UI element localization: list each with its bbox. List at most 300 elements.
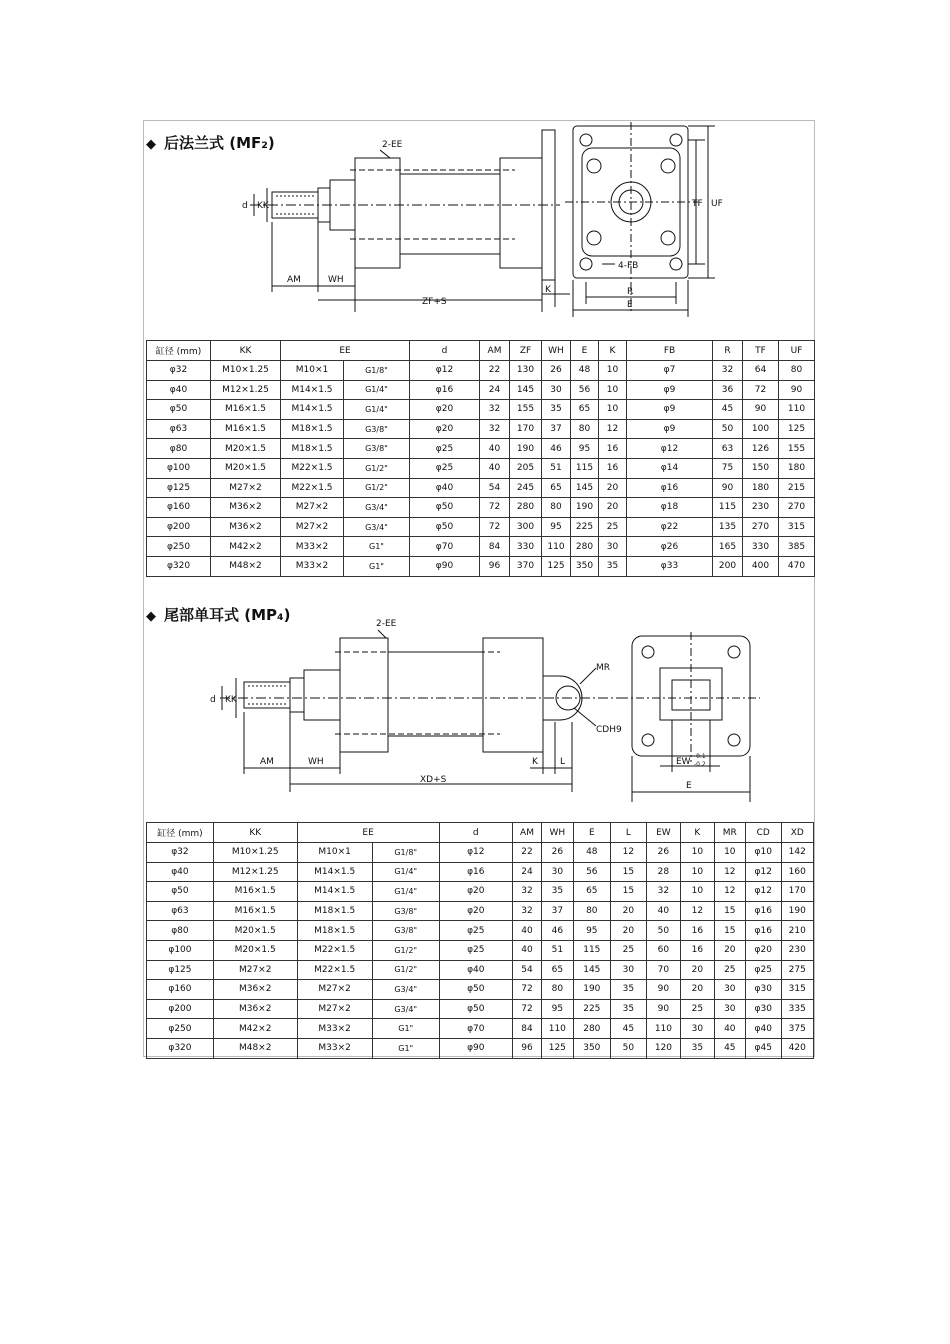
table-cell: 75 — [713, 458, 743, 478]
table-cell: 370 — [510, 556, 542, 576]
table-cell: 375 — [781, 1019, 814, 1039]
table-cell: 230 — [781, 940, 814, 960]
table-cell: 95 — [573, 921, 611, 941]
table-cell: φ20 — [410, 400, 480, 420]
table-cell: φ25 — [745, 960, 781, 980]
table-cell: 50 — [646, 921, 681, 941]
table-cell: 10 — [599, 361, 627, 381]
table-row — [147, 517, 815, 537]
table-cell: 20 — [681, 980, 714, 1000]
header-cell: EE — [297, 823, 439, 843]
table-cell: 32 — [512, 882, 541, 902]
table-cell: φ45 — [745, 1038, 781, 1058]
table-cell: 40 — [512, 940, 541, 960]
table-cell: 40 — [512, 921, 541, 941]
table-cell: 125 — [542, 1038, 573, 1058]
table-cell: 80 — [542, 980, 573, 1000]
header-cell: KK — [213, 823, 297, 843]
table-cell: 90 — [646, 980, 681, 1000]
table-cell: M14×1.5 — [281, 380, 344, 400]
table-cell: φ12 — [410, 361, 480, 381]
table-cell: M22×1.5 — [297, 940, 372, 960]
table-cell: φ70 — [410, 537, 480, 557]
table-cell: 30 — [542, 862, 573, 882]
table-cell: φ160 — [147, 498, 211, 518]
header-cell: WH — [542, 341, 571, 361]
table-cell: 270 — [779, 498, 815, 518]
table-cell: 90 — [743, 400, 779, 420]
table-cell: 15 — [611, 882, 647, 902]
table-cell: φ70 — [439, 1019, 512, 1039]
table-cell: M48×2 — [213, 1038, 297, 1058]
table-cell: φ100 — [147, 458, 211, 478]
table-cell: 45 — [714, 1038, 745, 1058]
table-cell: φ16 — [410, 380, 480, 400]
table-cell: 180 — [743, 478, 779, 498]
table-cell: 72 — [512, 999, 541, 1019]
header-cell: UF — [779, 341, 815, 361]
table-cell: 22 — [512, 843, 541, 863]
table-cell: M33×2 — [297, 1019, 372, 1039]
table-cell: M14×1.5 — [281, 400, 344, 420]
table-cell: M42×2 — [213, 1019, 297, 1039]
table-cell: M27×2 — [211, 478, 281, 498]
table-cell: 120 — [646, 1038, 681, 1058]
table-cell: M16×1.5 — [213, 882, 297, 902]
table-cell: φ90 — [439, 1038, 512, 1058]
table-cell: 26 — [542, 843, 573, 863]
table-cell: 16 — [681, 921, 714, 941]
table-cell: 420 — [781, 1038, 814, 1058]
table-cell: 70 — [646, 960, 681, 980]
mf2-label-fb: 4-FB — [618, 261, 639, 271]
table-cell: φ40 — [439, 960, 512, 980]
table-cell: φ26 — [627, 537, 713, 557]
table-cell: 40 — [480, 458, 510, 478]
table-cell: 225 — [573, 999, 611, 1019]
mf2-title: 后法兰式 (MF₂) — [164, 134, 275, 152]
table-cell: φ40 — [147, 862, 214, 882]
header-cell: CD — [745, 823, 781, 843]
mf2-label-k: K — [545, 285, 551, 295]
table-cell: 16 — [599, 439, 627, 459]
table-cell: 80 — [779, 361, 815, 381]
table-cell: M18×1.5 — [297, 921, 372, 941]
header-cell: KK — [211, 341, 281, 361]
header-cell: R — [713, 341, 743, 361]
table-cell: 30 — [714, 999, 745, 1019]
table-cell: M10×1.25 — [211, 361, 281, 381]
table-cell: 72 — [512, 980, 541, 1000]
table-cell: 26 — [646, 843, 681, 863]
table-cell: φ16 — [745, 901, 781, 921]
mf2-spec-table — [146, 340, 815, 577]
table-cell: 100 — [743, 419, 779, 439]
table-cell: 12 — [599, 419, 627, 439]
table-cell: φ80 — [147, 439, 211, 459]
table-cell: 60 — [646, 940, 681, 960]
table-cell: 115 — [571, 458, 599, 478]
table-cell: 51 — [542, 940, 573, 960]
table-cell: G1/2" — [344, 458, 410, 478]
table-cell: φ12 — [745, 882, 781, 902]
header-cell: L — [611, 823, 647, 843]
table-cell: G1/4" — [344, 400, 410, 420]
table-cell: 64 — [743, 361, 779, 381]
table-cell: G1/8" — [344, 361, 410, 381]
table-cell: 115 — [713, 498, 743, 518]
table-cell: M27×2 — [297, 999, 372, 1019]
table-cell: φ90 — [410, 556, 480, 576]
table-cell: M33×2 — [281, 556, 344, 576]
table-cell: 126 — [743, 439, 779, 459]
table-cell: 225 — [571, 517, 599, 537]
table-cell: φ32 — [147, 843, 214, 863]
table-cell: M36×2 — [211, 498, 281, 518]
header-cell: WH — [542, 823, 573, 843]
table-cell: 145 — [510, 380, 542, 400]
table-cell: G1" — [372, 1038, 439, 1058]
table-cell: 30 — [714, 980, 745, 1000]
table-cell: φ16 — [439, 862, 512, 882]
table-cell: M16×1.5 — [211, 419, 281, 439]
table-cell: 190 — [571, 498, 599, 518]
header-cell: XD — [781, 823, 814, 843]
table-cell: 230 — [743, 498, 779, 518]
table-cell: G3/8" — [344, 419, 410, 439]
table-cell: 65 — [573, 882, 611, 902]
table-cell: 84 — [512, 1019, 541, 1039]
table-cell: φ18 — [627, 498, 713, 518]
table-cell: 280 — [573, 1019, 611, 1039]
table-cell: 190 — [781, 901, 814, 921]
table-cell: φ20 — [439, 901, 512, 921]
table-cell: M22×1.5 — [281, 478, 344, 498]
table-cell: φ25 — [410, 439, 480, 459]
header-cell: 缸径 (mm) — [147, 823, 214, 843]
table-cell: 15 — [714, 901, 745, 921]
table-cell: φ50 — [410, 517, 480, 537]
table-cell: 16 — [599, 458, 627, 478]
table-cell: φ25 — [439, 921, 512, 941]
header-cell: EW — [646, 823, 681, 843]
table-cell: G1" — [344, 537, 410, 557]
table-cell: 215 — [779, 478, 815, 498]
table-cell: φ50 — [147, 882, 214, 902]
table-cell: φ20 — [745, 940, 781, 960]
table-cell: 30 — [599, 537, 627, 557]
table-cell: M27×2 — [281, 517, 344, 537]
header-cell: TF — [743, 341, 779, 361]
table-cell: φ40 — [147, 380, 211, 400]
table-cell: 51 — [542, 458, 571, 478]
mf2-label-zf: ZF+S — [422, 297, 447, 307]
table-cell: 25 — [611, 940, 647, 960]
mf2-label-ee: 2-EE — [382, 140, 403, 150]
table-cell: φ32 — [147, 361, 211, 381]
table-cell: 48 — [571, 361, 599, 381]
table-cell: φ63 — [147, 419, 211, 439]
table-cell: φ125 — [147, 478, 211, 498]
header-cell: AM — [512, 823, 541, 843]
table-cell: φ125 — [147, 960, 214, 980]
table-row — [147, 498, 815, 518]
table-cell: M33×2 — [281, 537, 344, 557]
mp4-title: 尾部单耳式 (MP₄) — [164, 606, 291, 624]
table-cell: 20 — [611, 901, 647, 921]
table-cell: φ33 — [627, 556, 713, 576]
table-cell: 37 — [542, 901, 573, 921]
mp4-label-mr: MR — [596, 663, 611, 673]
table-cell: G3/8" — [372, 901, 439, 921]
table-row — [147, 400, 815, 420]
table-cell: φ200 — [147, 517, 211, 537]
mp4-label-xd: XD+S — [420, 775, 447, 785]
table-cell: 280 — [510, 498, 542, 518]
table-cell: φ7 — [627, 361, 713, 381]
table-cell: M20×1.5 — [213, 940, 297, 960]
table-cell: 30 — [542, 380, 571, 400]
table-cell: 275 — [781, 960, 814, 980]
table-cell: 54 — [480, 478, 510, 498]
table-row — [147, 458, 815, 478]
table-cell: 80 — [571, 419, 599, 439]
table-cell: M27×2 — [213, 960, 297, 980]
table-cell: 35 — [542, 400, 571, 420]
table-cell: 30 — [681, 1019, 714, 1039]
table-cell: 130 — [510, 361, 542, 381]
table-cell: 24 — [480, 380, 510, 400]
table-cell: 48 — [573, 843, 611, 863]
header-cell: AM — [480, 341, 510, 361]
table-cell: φ12 — [745, 862, 781, 882]
table-cell: 180 — [779, 458, 815, 478]
table-cell: 330 — [743, 537, 779, 557]
table-cell: 65 — [542, 960, 573, 980]
table-cell: G1" — [372, 1019, 439, 1039]
table-cell: φ25 — [439, 940, 512, 960]
mp4-table-body — [147, 843, 814, 1059]
table-cell: 385 — [779, 537, 815, 557]
table-cell: M14×1.5 — [297, 882, 372, 902]
table-cell: 90 — [779, 380, 815, 400]
table-cell: 115 — [573, 940, 611, 960]
table-cell: 72 — [743, 380, 779, 400]
table-cell: 40 — [714, 1019, 745, 1039]
mp4-label-wh: WH — [308, 757, 324, 767]
table-cell: 30 — [611, 960, 647, 980]
table-cell: 10 — [681, 882, 714, 902]
table-cell: M12×1.25 — [211, 380, 281, 400]
table-cell: M10×1 — [297, 843, 372, 863]
table-cell: M10×1 — [281, 361, 344, 381]
table-cell: 12 — [714, 882, 745, 902]
mp4-label-ew-tol-lower: -0.2 — [694, 761, 706, 768]
mp4-drawing — [200, 612, 760, 807]
header-cell: d — [439, 823, 512, 843]
mp4-label-l: L — [560, 757, 566, 767]
table-cell: 25 — [681, 999, 714, 1019]
table-cell: φ63 — [147, 901, 214, 921]
table-cell: 245 — [510, 478, 542, 498]
mp4-label-cd: CDH9 — [596, 725, 622, 735]
table-row — [147, 537, 815, 557]
table-cell: 35 — [542, 882, 573, 902]
table-row — [147, 921, 814, 941]
mp4-header-row — [147, 823, 814, 843]
table-cell: 315 — [779, 517, 815, 537]
table-cell: 280 — [571, 537, 599, 557]
table-cell: 125 — [779, 419, 815, 439]
table-cell: M16×1.5 — [211, 400, 281, 420]
table-cell: 142 — [781, 843, 814, 863]
table-cell: 46 — [542, 921, 573, 941]
table-cell: 65 — [571, 400, 599, 420]
header-cell: K — [681, 823, 714, 843]
table-cell: φ20 — [439, 882, 512, 902]
table-cell: φ320 — [147, 1038, 214, 1058]
mp4-label-e: E — [686, 781, 692, 791]
table-cell: 24 — [512, 862, 541, 882]
table-cell: 10 — [714, 843, 745, 863]
mf2-label-e: E — [627, 300, 633, 310]
table-cell: 160 — [781, 862, 814, 882]
table-cell: 145 — [573, 960, 611, 980]
table-cell: φ16 — [745, 921, 781, 941]
table-cell: 50 — [713, 419, 743, 439]
table-cell: φ9 — [627, 419, 713, 439]
table-row — [147, 999, 814, 1019]
table-cell: 32 — [480, 400, 510, 420]
table-cell: 110 — [646, 1019, 681, 1039]
mp4-label-kk: KK — [225, 695, 237, 705]
table-cell: 20 — [599, 498, 627, 518]
table-row — [147, 960, 814, 980]
table-cell: 10 — [599, 380, 627, 400]
table-cell: 90 — [713, 478, 743, 498]
mf2-label-kk: KK — [257, 201, 269, 211]
mp4-label-k: K — [532, 757, 538, 767]
table-cell: 54 — [512, 960, 541, 980]
table-cell: 95 — [542, 999, 573, 1019]
table-cell: G1/2" — [344, 478, 410, 498]
table-row — [147, 862, 814, 882]
table-cell: 56 — [571, 380, 599, 400]
table-cell: 80 — [573, 901, 611, 921]
table-cell: 63 — [713, 439, 743, 459]
table-row — [147, 901, 814, 921]
header-cell: E — [571, 341, 599, 361]
mp4-label-am: AM — [260, 757, 274, 767]
header-cell: K — [599, 341, 627, 361]
table-row — [147, 439, 815, 459]
table-row — [147, 361, 815, 381]
mp4-spec-table — [146, 822, 814, 1059]
table-cell: 10 — [599, 400, 627, 420]
table-cell: 170 — [781, 882, 814, 902]
table-cell: 35 — [611, 980, 647, 1000]
table-cell: 20 — [681, 960, 714, 980]
diamond-bullet-icon: ◆ — [146, 609, 156, 624]
table-cell: φ250 — [147, 537, 211, 557]
table-cell: 470 — [779, 556, 815, 576]
table-cell: φ320 — [147, 556, 211, 576]
table-cell: 110 — [779, 400, 815, 420]
table-cell: 65 — [542, 478, 571, 498]
table-cell: M12×1.25 — [213, 862, 297, 882]
mf2-header-row — [147, 341, 815, 361]
table-cell: 300 — [510, 517, 542, 537]
table-cell: 36 — [713, 380, 743, 400]
table-cell: 96 — [512, 1038, 541, 1058]
table-cell: φ40 — [410, 478, 480, 498]
table-cell: φ22 — [627, 517, 713, 537]
table-cell: 35 — [681, 1038, 714, 1058]
table-cell: φ160 — [147, 980, 214, 1000]
table-cell: 84 — [480, 537, 510, 557]
table-cell: M42×2 — [211, 537, 281, 557]
table-cell: 350 — [573, 1038, 611, 1058]
table-cell: 190 — [573, 980, 611, 1000]
table-cell: M20×1.5 — [211, 458, 281, 478]
table-row — [147, 380, 815, 400]
table-cell: M20×1.5 — [211, 439, 281, 459]
table-cell: 25 — [599, 517, 627, 537]
table-cell: M16×1.5 — [213, 901, 297, 921]
table-cell: 90 — [646, 999, 681, 1019]
header-cell: ZF — [510, 341, 542, 361]
table-cell: φ16 — [627, 478, 713, 498]
table-cell: G3/4" — [372, 999, 439, 1019]
table-cell: M36×2 — [213, 980, 297, 1000]
table-cell: 12 — [611, 843, 647, 863]
mf2-drawing — [230, 122, 730, 327]
table-cell: G3/4" — [344, 517, 410, 537]
table-cell: 25 — [714, 960, 745, 980]
mf2-label-uf: UF — [711, 199, 723, 209]
table-cell: M10×1.25 — [213, 843, 297, 863]
table-cell: 26 — [542, 361, 571, 381]
table-cell: φ80 — [147, 921, 214, 941]
table-cell: G1/8" — [372, 843, 439, 863]
table-cell: M18×1.5 — [297, 901, 372, 921]
table-cell: 95 — [542, 517, 571, 537]
header-cell: FB — [627, 341, 713, 361]
table-cell: 96 — [480, 556, 510, 576]
table-cell: 150 — [743, 458, 779, 478]
mf2-table-body — [147, 361, 815, 577]
table-cell: 50 — [611, 1038, 647, 1058]
table-cell: 170 — [510, 419, 542, 439]
header-cell: EE — [281, 341, 410, 361]
table-cell: 16 — [681, 940, 714, 960]
table-cell: 135 — [713, 517, 743, 537]
table-cell: φ30 — [745, 980, 781, 1000]
table-cell: φ100 — [147, 940, 214, 960]
diamond-bullet-icon: ◆ — [146, 137, 156, 152]
table-cell: φ12 — [627, 439, 713, 459]
table-cell: 110 — [542, 537, 571, 557]
header-cell: E — [573, 823, 611, 843]
table-cell: 110 — [542, 1019, 573, 1039]
table-cell: 22 — [480, 361, 510, 381]
mp4-label-ew-tol-upper: -0.1 — [694, 753, 706, 760]
table-cell: 190 — [510, 439, 542, 459]
table-cell: φ25 — [410, 458, 480, 478]
table-cell: 95 — [571, 439, 599, 459]
table-cell: φ10 — [745, 843, 781, 863]
table-cell: 205 — [510, 458, 542, 478]
